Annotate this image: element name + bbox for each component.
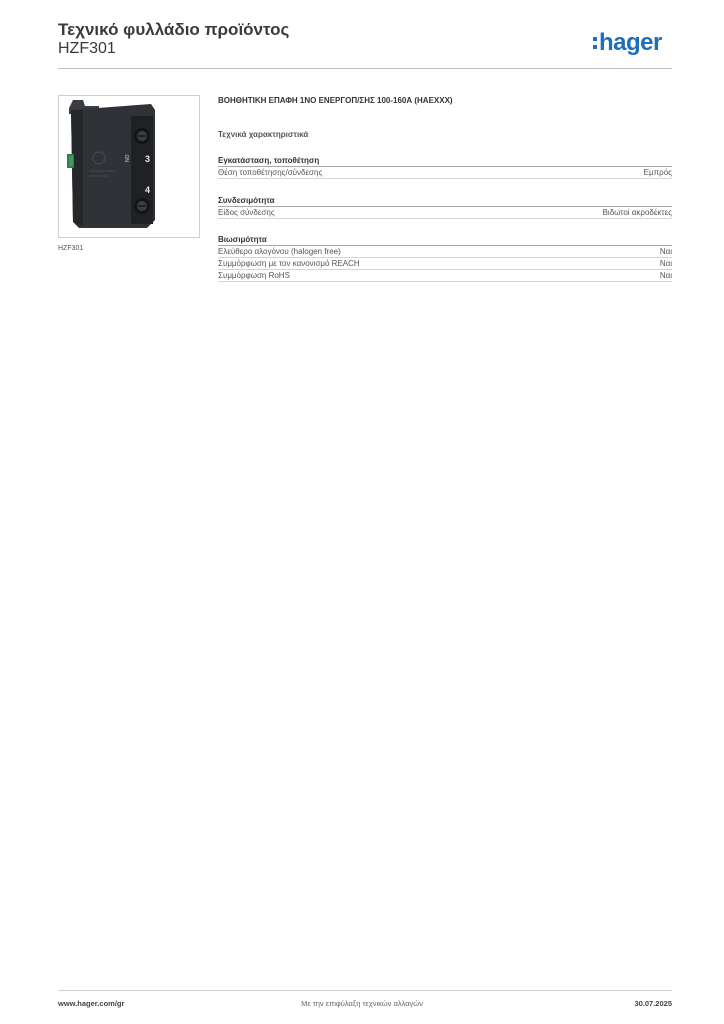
brand-logo-text: hager	[599, 29, 662, 56]
terminal-label-no: NO	[125, 154, 131, 162]
spec-group-title: Συνδεσιμότητα	[218, 195, 672, 207]
footer-divider	[58, 990, 672, 991]
document-title: Τεχνικό φυλλάδιο προϊόντος	[58, 20, 290, 39]
terminal-label-top: 3	[145, 154, 151, 164]
spec-value: Βιδωτοί ακροδέκτες	[602, 208, 672, 217]
spec-value: Ναι	[659, 259, 672, 268]
hager-logo	[591, 24, 675, 58]
spec-label: Συμμόρφωση RoHS	[218, 271, 290, 280]
spec-group-title: Βιωσιμότητα	[218, 234, 672, 246]
product-image-caption: HZF301	[58, 245, 84, 252]
spec-row	[218, 167, 672, 179]
header-divider	[58, 68, 672, 69]
spec-row	[218, 207, 672, 219]
spec-label: Συμμόρφωση με τον κανονισμό REACH	[218, 259, 360, 268]
spec-label: Ελεύθερο αλογόνου (halogen free)	[218, 247, 341, 256]
spec-label: Θέση τοποθέτησης/σύνδεσης	[218, 168, 323, 177]
spec-value: Εμπρός	[643, 168, 672, 177]
footer-disclaimer: Με την επιφύλαξη τεχνικών αλλαγών	[301, 999, 423, 1008]
product-title: ΒΟΗΘΗΤΙΚΗ ΕΠΑΦΗ 1ΝΟ ΕΝΕΡΓΟΠ/ΣΗΣ 100-160Α (HAEXXX)	[218, 96, 453, 105]
footer-website[interactable]: www.hager.com/gr	[58, 999, 125, 1008]
spec-group-title: Εγκατάσταση, τοποθέτηση	[218, 155, 672, 167]
spec-row	[218, 246, 672, 258]
footer-date: 30.07.2025	[634, 999, 672, 1008]
product-image	[59, 96, 199, 237]
terminal-label-bottom: 4	[145, 185, 151, 195]
spec-group-sustainability	[218, 234, 672, 282]
product-code: HZF301	[58, 40, 116, 57]
spec-group-installation	[218, 155, 672, 179]
specs-heading: Τεχνικά χαρακτηριστικά	[218, 130, 309, 139]
product-image-frame	[58, 95, 200, 238]
spec-value: Ναι	[659, 271, 672, 280]
spec-row	[218, 270, 672, 282]
spec-group-connectivity	[218, 195, 672, 219]
spec-value: Ναι	[659, 247, 672, 256]
spec-row	[218, 258, 672, 270]
spec-label: Είδος σύνδεσης	[218, 208, 275, 217]
